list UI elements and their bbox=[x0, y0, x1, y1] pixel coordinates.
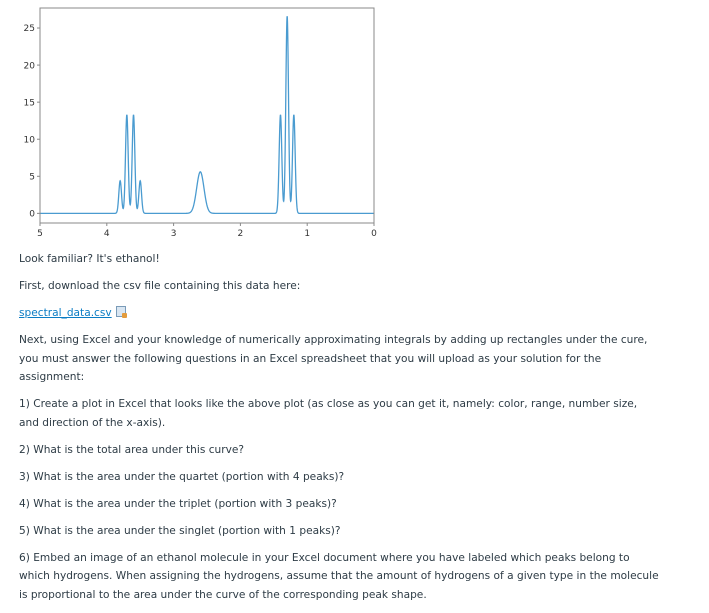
file-link-row bbox=[19, 304, 659, 323]
download-prompt: First, download the csv file containing this data here: bbox=[19, 280, 301, 292]
nmr-spectrum-chart bbox=[0, 0, 380, 245]
x-tick-label: 4 bbox=[103, 229, 110, 239]
intro-text: Look familiar? It's ethanol! bbox=[19, 253, 160, 265]
instructions-text: Next, using Excel and your knowledge of numerically approximating integrals by adding up rectangles under the cure, you must answer the following questions in an Excel spreadsheet that you will upload as your solution for the assignment: bbox=[19, 334, 648, 383]
question-2: 2) What is the total area under this curve? bbox=[19, 443, 245, 456]
question-1: 1) Create a plot in Excel that looks like the above plot (as close as you can get it, namely: color, range, number size, and direction of the x-axis). bbox=[19, 398, 638, 429]
question-6: 6) Embed an image of an ethanol molecule in your Excel document where you have labeled which peaks belong to which hydrogens. When assigning the hydrogens, assume that the amount of hydrogens of a given type in the molecule is proportional to the area under the curve of the corresponding peak shape. bbox=[19, 551, 659, 601]
x-tick-label: 5 bbox=[37, 229, 43, 239]
x-tick-label: 0 bbox=[371, 229, 377, 239]
x-tick-label: 1 bbox=[304, 229, 311, 239]
question-4: 4) What is the area under the triplet (portion with 3 peaks)? bbox=[19, 497, 337, 510]
y-tick-label: 15 bbox=[23, 98, 35, 109]
x-tick-label: 2 bbox=[237, 229, 244, 239]
spectrum-line bbox=[40, 16, 374, 213]
x-tick-label: 3 bbox=[170, 229, 177, 239]
plot-frame bbox=[40, 8, 374, 223]
assignment-content bbox=[19, 250, 659, 613]
y-tick-label: 25 bbox=[23, 24, 35, 35]
y-tick-label: 20 bbox=[23, 61, 35, 72]
y-tick-label: 10 bbox=[23, 135, 35, 146]
file-preview-icon[interactable] bbox=[116, 306, 126, 317]
y-tick-label: 5 bbox=[29, 172, 35, 183]
question-3: 3) What is the area under the quartet (portion with 4 peaks)? bbox=[19, 470, 345, 483]
csv-file-link[interactable]: spectral_data.csv bbox=[19, 307, 112, 319]
question-5: 5) What is the area under the singlet (portion with 1 peaks)? bbox=[19, 524, 341, 537]
y-tick-label: 0 bbox=[29, 209, 35, 220]
